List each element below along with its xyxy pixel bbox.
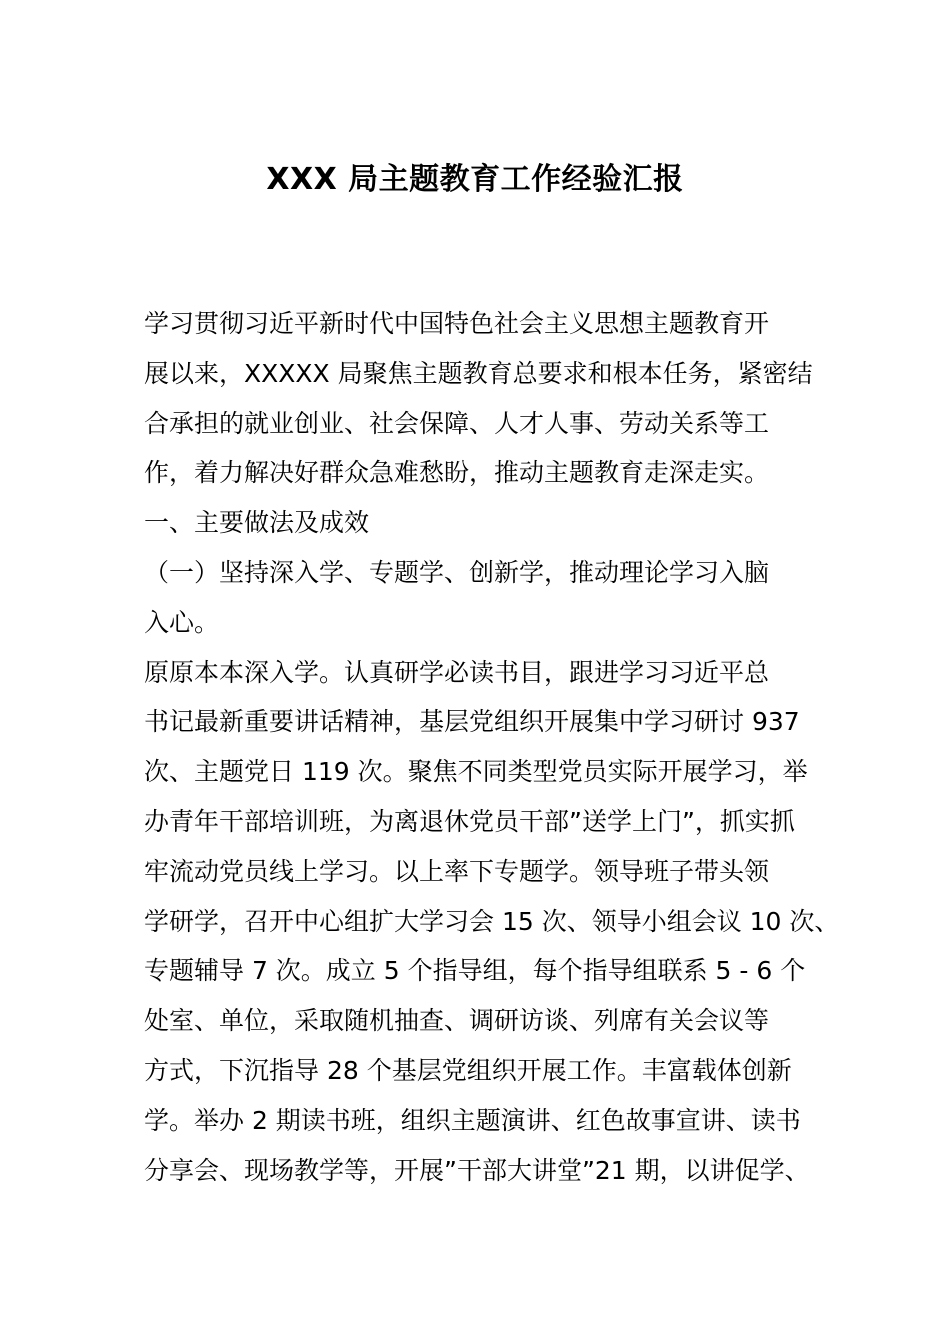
text-line: 展以来，XXXXX 局聚焦主题教育总要求和根本任务，紧密结 <box>144 358 813 388</box>
text-line: 书记最新重要讲话精神，基层党组织开展集中学习研讨 937 <box>144 707 800 737</box>
text-line: 专题辅导 7 次。成立 5 个指导组，每个指导组联系 5 - 6 个 <box>144 956 806 986</box>
subsection-heading: 入心。 <box>144 607 220 637</box>
text-line: 学习贯彻习近平新时代中国特色社会主义思想主题教育开 <box>144 309 770 338</box>
text-line: 办青年干部培训班，为离退休党员干部”送学上门”，抓实抓 <box>144 806 795 836</box>
text-line: 学。举办 2 期读书班，组织主题演讲、红色故事宣讲、读书 <box>144 1105 801 1135</box>
text-line: 分享会、现场教学等，开展”干部大讲堂”21 期，以讲促学、 <box>144 1155 810 1185</box>
text-line: 处室、单位，采取随机抽查、调研访谈、列席有关会议等 <box>144 1006 770 1036</box>
text-line: 原原本本深入学。认真研学必读书目，跟进学习习近平总 <box>144 657 770 687</box>
section-heading: 一、主要做法及成效 <box>144 508 370 538</box>
document-title: XXX 局主题教育工作经验汇报 <box>266 162 684 197</box>
text-line: 方式，下沉指导 28 个基层党组织开展工作。丰富载体创新 <box>144 1055 792 1085</box>
text-line: 学研学，召开中心组扩大学习会 15 次、领导小组会议 10 次、 <box>144 906 840 936</box>
document-body <box>144 299 840 1195</box>
text-line: 牢流动党员线上学习。以上率下专题学。领导班子带头领 <box>144 856 770 886</box>
subsection-heading: （一）坚持深入学、专题学、创新学，推动理论学习入脑 <box>144 557 770 587</box>
text-line: 作，着力解决好群众急难愁盼，推动主题教育走深走实。 <box>144 458 770 488</box>
text-line: 次、主题党日 119 次。聚焦不同类型党员实际开展学习，举 <box>144 757 808 787</box>
text-line: 合承担的就业创业、社会保障、人才人事、劳动关系等工 <box>144 408 770 438</box>
